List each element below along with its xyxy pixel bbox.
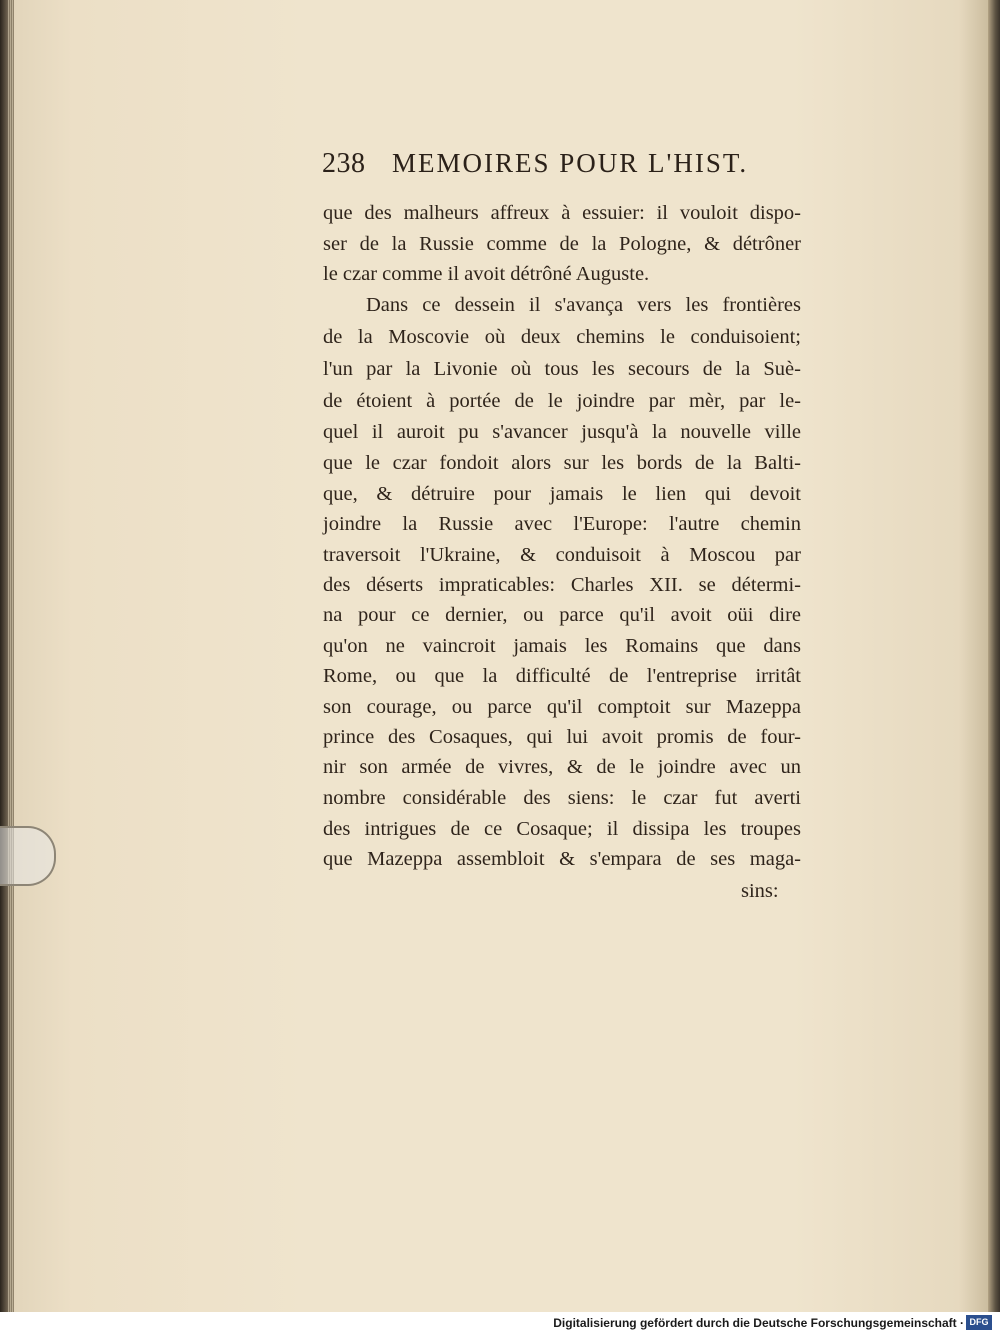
text-line: prince des Cosaques, qui lui avoit promis de four- bbox=[323, 726, 801, 748]
text-line: le czar comme il avoit détrôné Auguste. bbox=[323, 263, 650, 285]
text-line: son courage, ou parce qu'il comptoit sur Mazeppa bbox=[323, 696, 801, 718]
text-line: que Mazeppa assembloit & s'empara de ses maga- bbox=[323, 848, 801, 870]
text-line: Dans ce dessein il s'avança vers les frontières bbox=[366, 294, 801, 316]
footer-bar bbox=[0, 1312, 1000, 1335]
page-stack-edge bbox=[8, 0, 14, 1312]
text-line: quel il auroit pu s'avancer jusqu'à la nouvelle ville bbox=[323, 421, 801, 443]
text-line: des déserts impraticables: Charles XII. se détermi- bbox=[323, 574, 801, 596]
text-line: joindre la Russie avec l'Europe: l'autre chemin bbox=[323, 513, 801, 535]
text-line: de la Moscovie où deux chemins le conduisoient; bbox=[323, 326, 801, 348]
text-line: qu'on ne vaincroit jamais les Romains que dans bbox=[323, 635, 801, 657]
running-title: MEMOIRES POUR L'HIST. bbox=[392, 148, 749, 178]
funding-credit: Digitalisierung gefördert durch die Deutsche Forschungsgemeinschaft · bbox=[553, 1316, 964, 1330]
text-line: na pour ce dernier, ou parce qu'il avoit oüi dire bbox=[323, 604, 801, 626]
catchword: sins: bbox=[741, 880, 779, 902]
text-line: l'un par la Livonie où tous les secours de la Suè- bbox=[323, 358, 801, 380]
text-line: Rome, ou que la difficulté de l'entreprise irritât bbox=[323, 665, 801, 687]
text-line: nir son armée de vivres, & de le joindre avec un bbox=[323, 756, 801, 778]
text-line: des intrigues de ce Cosaque; il dissipa les troupes bbox=[323, 818, 801, 840]
page-clip bbox=[0, 826, 56, 886]
text-line: de étoient à portée de le joindre par mèr, par le- bbox=[323, 390, 801, 412]
text-line: traversoit l'Ukraine, & conduisoit à Moscou par bbox=[323, 544, 801, 566]
text-line: nombre considérable des siens: le czar fut averti bbox=[323, 787, 801, 809]
text-line: que le czar fondoit alors sur les bords de la Balti- bbox=[323, 452, 801, 474]
text-line: que, & détruire pour jamais le lien qui devoit bbox=[323, 483, 801, 505]
page-right-edge bbox=[988, 0, 1000, 1312]
text-line: que des malheurs affreux à essuier: il vouloit dispo- bbox=[323, 202, 801, 224]
running-head bbox=[322, 142, 752, 186]
page-number: 238 bbox=[322, 148, 366, 179]
dfg-logo-icon: DFG bbox=[966, 1315, 992, 1330]
text-line: ser de la Russie comme de la Pologne, & détrôner bbox=[323, 233, 801, 255]
